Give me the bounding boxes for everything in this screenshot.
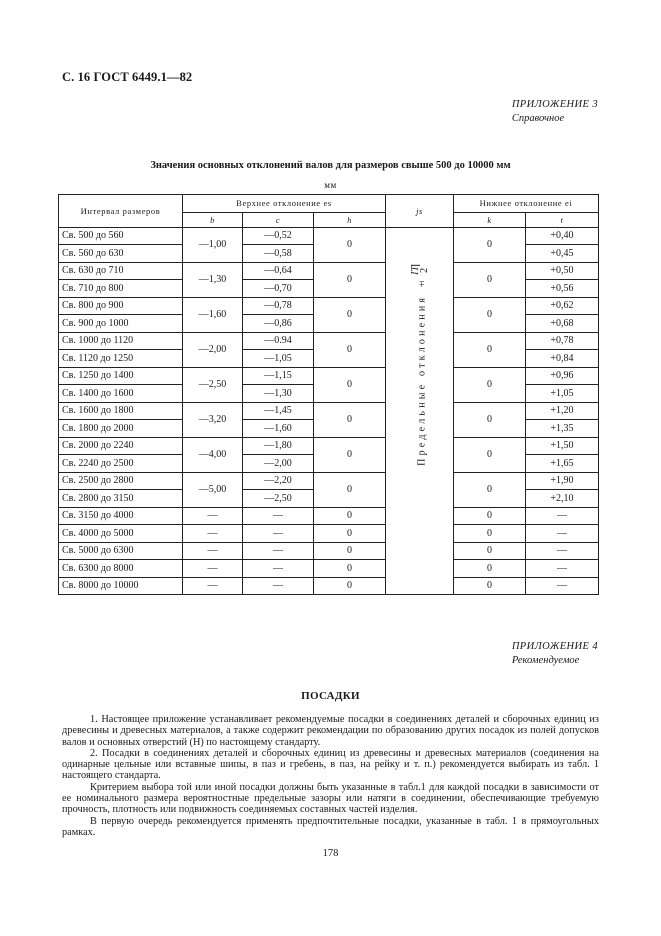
cell-interval: Св. 1600 до 1800: [59, 402, 183, 420]
table-row: [59, 525, 599, 543]
cell-b: —: [183, 560, 243, 578]
cell-c: —1,30: [243, 385, 314, 403]
cell-k: 0: [454, 367, 526, 402]
cell-interval: Св. 6300 до 8000: [59, 560, 183, 578]
cell-t: +0,84: [526, 350, 599, 368]
cell-k: 0: [454, 402, 526, 437]
cell-b: —1,60: [183, 297, 243, 332]
header-upper: Верхнее отклонение es: [183, 195, 386, 213]
cell-c: —0,64: [243, 262, 314, 280]
cell-interval: Св. 1250 до 1400: [59, 367, 183, 385]
cell-b: —: [183, 525, 243, 543]
cell-h: 0: [314, 577, 386, 595]
cell-c: —0,58: [243, 245, 314, 263]
table-title: Значения основных отклонений валов для размеров свыше 500 до 10000 мм: [150, 160, 511, 171]
cell-js: [386, 507, 454, 525]
header-c: c: [243, 212, 314, 227]
cell-interval: Св. 4000 до 5000: [59, 525, 183, 543]
cell-t: +1,65: [526, 455, 599, 473]
appendix-4-block: [512, 640, 598, 668]
cell-t: +1,20: [526, 402, 599, 420]
cell-interval: Св. 1000 до 1120: [59, 332, 183, 350]
cell-h: 0: [314, 367, 386, 402]
cell-t: —: [526, 507, 599, 525]
table-row: [59, 227, 599, 245]
appendix-3-block: [512, 98, 598, 126]
table-row: [59, 577, 599, 595]
cell-h: 0: [314, 437, 386, 472]
table-unit: мм: [324, 180, 337, 190]
header-lower: Нижнее отклонение ei: [454, 195, 599, 213]
cell-c: —0,78: [243, 297, 314, 315]
cell-b: —: [183, 507, 243, 525]
header-js: js: [386, 195, 454, 228]
table-row: [59, 297, 599, 315]
js-fraction-den: 2: [418, 267, 430, 273]
cell-t: +0,68: [526, 315, 599, 333]
cell-b: —: [183, 577, 243, 595]
table-row: [59, 472, 599, 490]
table-row: [59, 437, 599, 455]
cell-c: —1,60: [243, 420, 314, 438]
cell-interval: Св. 800 до 900: [59, 297, 183, 315]
cell-b: —4,00: [183, 437, 243, 472]
page-header: С. 16 ГОСТ 6449.1—82: [62, 70, 193, 84]
cell-interval: Св. 3150 до 4000: [59, 507, 183, 525]
cell-js: [386, 560, 454, 578]
cell-c: —: [243, 525, 314, 543]
header-k: k: [454, 212, 526, 227]
cell-k: 0: [454, 542, 526, 560]
cell-h: 0: [314, 507, 386, 525]
cell-c: —0.94: [243, 332, 314, 350]
cell-k: 0: [454, 472, 526, 507]
js-fraction-num: IT: [409, 266, 421, 276]
cell-interval: Св. 1120 до 1250: [59, 350, 183, 368]
cell-interval: Св. 5000 до 6300: [59, 542, 183, 560]
cell-k: 0: [454, 560, 526, 578]
cell-c: —1,80: [243, 437, 314, 455]
header-h: h: [314, 212, 386, 227]
table-body: [59, 227, 599, 595]
cell-k: 0: [454, 332, 526, 367]
cell-t: +1,90: [526, 472, 599, 490]
cell-h: 0: [314, 525, 386, 543]
cell-b: —1,30: [183, 262, 243, 297]
cell-b: —2,50: [183, 367, 243, 402]
cell-interval: Св. 900 до 1000: [59, 315, 183, 333]
cell-c: —2,00: [243, 455, 314, 473]
cell-t: —: [526, 577, 599, 595]
cell-k: 0: [454, 577, 526, 595]
cell-interval: Св. 560 до 630: [59, 245, 183, 263]
deviations-table: [58, 194, 599, 595]
cell-h: 0: [314, 402, 386, 437]
cell-k: 0: [454, 297, 526, 332]
table-row: [59, 542, 599, 560]
cell-interval: Св. 8000 до 10000: [59, 577, 183, 595]
cell-b: —: [183, 542, 243, 560]
cell-h: 0: [314, 262, 386, 297]
cell-js: [386, 577, 454, 595]
cell-k: 0: [454, 507, 526, 525]
paragraph: В первую очередь рекомендуется применять предпочтительные посадки, указанные в табл. 1 в прямоугольных рамках.: [62, 815, 599, 838]
cell-h: 0: [314, 297, 386, 332]
table-row: [59, 367, 599, 385]
cell-c: —0,86: [243, 315, 314, 333]
cell-c: —1,15: [243, 367, 314, 385]
cell-h: 0: [314, 227, 386, 262]
cell-interval: Св. 1400 до 1600: [59, 385, 183, 403]
cell-interval: Св. 710 до 800: [59, 280, 183, 298]
cell-t: —: [526, 542, 599, 560]
cell-c: —: [243, 542, 314, 560]
cell-c: —2,20: [243, 472, 314, 490]
cell-c: —1,05: [243, 350, 314, 368]
cell-t: +1,50: [526, 437, 599, 455]
cell-c: —0,70: [243, 280, 314, 298]
cell-h: 0: [314, 560, 386, 578]
cell-js: [386, 542, 454, 560]
header-interval: Интервал размеров: [59, 195, 183, 228]
cell-k: 0: [454, 227, 526, 262]
cell-interval: Св. 2800 до 3150: [59, 490, 183, 508]
cell-b: —1,00: [183, 227, 243, 262]
js-note-text: Предельные отклонения ±: [415, 275, 427, 467]
table-row: [59, 332, 599, 350]
cell-t: +1,05: [526, 385, 599, 403]
cell-c: —: [243, 507, 314, 525]
cell-t: +0,62: [526, 297, 599, 315]
cell-c: —2,50: [243, 490, 314, 508]
cell-h: 0: [314, 542, 386, 560]
cell-k: 0: [454, 437, 526, 472]
cell-interval: Св. 1800 до 2000: [59, 420, 183, 438]
cell-t: +0,50: [526, 262, 599, 280]
cell-b: —2,00: [183, 332, 243, 367]
paragraph: 2. Посадки в соединениях деталей и сборочных единиц из древесины и древесных материалов (соединения на одинарные цельные или вставные шипы, в паз и гребень, в паз, на рейку и т. п.) рекомендуется выбирать из табл. 1 настоящего стандарта.: [62, 747, 599, 782]
cell-b: —3,20: [183, 402, 243, 437]
paragraph: 1. Настоящее приложение устанавливает рекомендуемые посадки в соединениях деталей и сборочных единиц из древесины и древесных материалов, а также содержит рекомендации по образованию других посадок из полей допусков валов и основных отверстий (H) по настоящему стандарту.: [62, 714, 599, 748]
paragraph: Критерием выбора той или иной посадки должны быть указанные в табл.1 для каждой посадки в зависимости от ее номинального размера вероятностные предельные зазоры или натяги в соединении, обеспечивающие требуемую прочность, плотность или подвижность соединяемых составных частей изделия.: [62, 781, 599, 816]
cell-t: +0,96: [526, 367, 599, 385]
cell-t: +0,56: [526, 280, 599, 298]
table-row: [59, 262, 599, 280]
cell-t: —: [526, 560, 599, 578]
cell-h: 0: [314, 472, 386, 507]
cell-c: —: [243, 577, 314, 595]
page-number: 178: [322, 848, 339, 859]
cell-c: —0,52: [243, 227, 314, 245]
appendix-4-type: Рекомендуемое: [511, 655, 580, 666]
table-row: [59, 402, 599, 420]
cell-t: +0,40: [526, 227, 599, 245]
cell-interval: Св. 2500 до 2800: [59, 472, 183, 490]
cell-k: 0: [454, 262, 526, 297]
cell-js: [386, 525, 454, 543]
cell-interval: Св. 2000 до 2240: [59, 437, 183, 455]
cell-js: [386, 227, 454, 507]
header-t: t: [526, 212, 599, 227]
table-row: [59, 560, 599, 578]
js-fraction: [411, 265, 429, 275]
cell-b: —5,00: [183, 472, 243, 507]
cell-interval: Св. 630 до 710: [59, 262, 183, 280]
cell-h: 0: [314, 332, 386, 367]
cell-interval: Св. 500 до 560: [59, 227, 183, 245]
js-limits-note: [411, 265, 429, 466]
appendix-3-label: ПРИЛОЖЕНИЕ 3: [511, 99, 598, 110]
cell-t: +0,45: [526, 245, 599, 263]
cell-interval: Св. 2240 до 2500: [59, 455, 183, 473]
cell-t: —: [526, 525, 599, 543]
cell-c: —: [243, 560, 314, 578]
section-body: [62, 714, 599, 838]
cell-t: +2,10: [526, 490, 599, 508]
appendix-4-label: ПРИЛОЖЕНИЕ 4: [511, 641, 598, 652]
cell-c: —1,45: [243, 402, 314, 420]
section-title: ПОСАДКИ: [301, 690, 360, 702]
header-b: b: [183, 212, 243, 227]
cell-t: +0,78: [526, 332, 599, 350]
cell-k: 0: [454, 525, 526, 543]
table-row: [59, 507, 599, 525]
appendix-3-type: Справочное: [511, 113, 565, 124]
cell-t: +1,35: [526, 420, 599, 438]
